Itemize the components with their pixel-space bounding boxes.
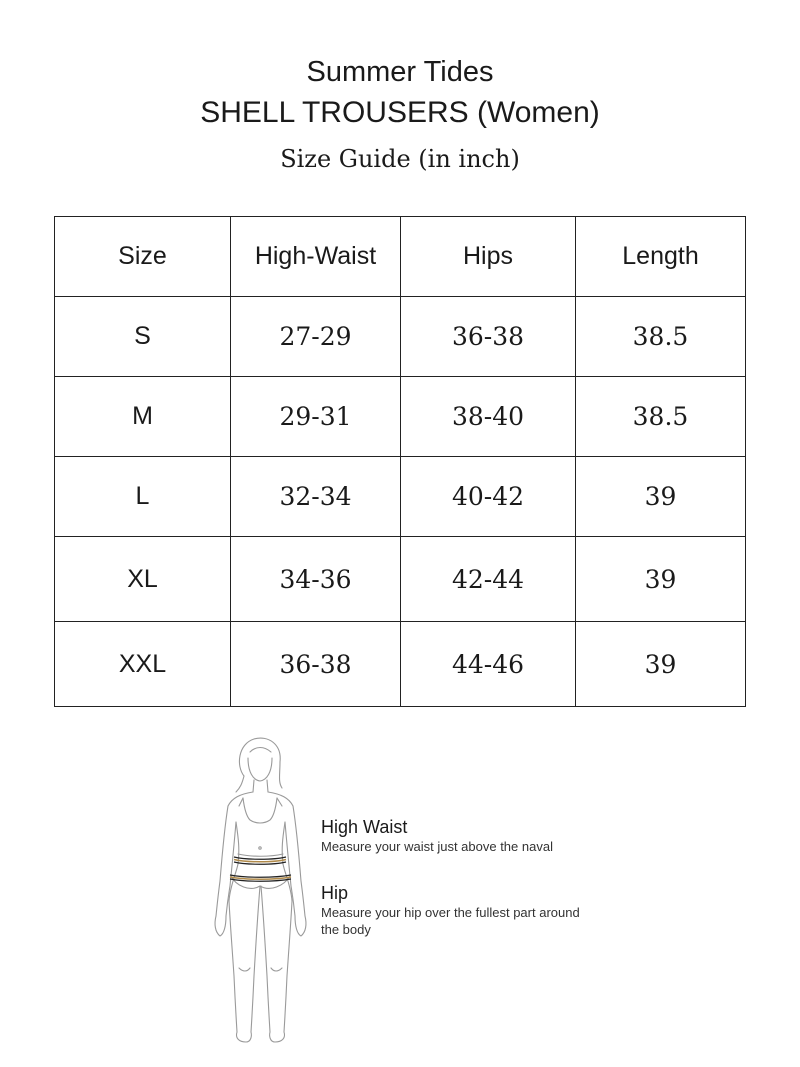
- length-cell: 39: [576, 537, 746, 622]
- high-waist-cell: 34-36: [231, 537, 401, 622]
- high-waist-cell: 27-29: [231, 297, 401, 377]
- table-row: [55, 377, 746, 457]
- length-cell: 38.5: [576, 297, 746, 377]
- hip-guide-title: Hip: [321, 883, 349, 903]
- hips-cell: 38-40: [401, 377, 576, 457]
- hips-cell: 44-46: [401, 622, 576, 707]
- column-header-length: Length: [576, 217, 746, 297]
- size-cell: XXL: [55, 622, 231, 707]
- table-row: [55, 622, 746, 707]
- body-measurement-figure-icon: [206, 736, 316, 1046]
- length-cell: 39: [576, 622, 746, 707]
- size-guide-subtitle: Size Guide (in inch): [280, 145, 520, 173]
- table-header-row: [55, 217, 746, 297]
- table-row: [55, 537, 746, 622]
- hip-guide-description: Measure your hip over the fullest part around the body: [321, 905, 580, 937]
- size-cell: XL: [55, 537, 231, 622]
- column-header-hips: Hips: [401, 217, 576, 297]
- high-waist-guide-title: High Waist: [321, 817, 408, 837]
- table-row: [55, 297, 746, 377]
- column-header-high-waist: High-Waist: [231, 217, 401, 297]
- high-waist-cell: 32-34: [231, 457, 401, 537]
- high-waist-cell: 36-38: [231, 622, 401, 707]
- table-row: [55, 457, 746, 537]
- hips-cell: 36-38: [401, 297, 576, 377]
- high-waist-cell: 29-31: [231, 377, 401, 457]
- product-title: SHELL TROUSERS (Women): [200, 96, 600, 129]
- high-waist-guide-description: Measure your waist just above the naval: [321, 839, 553, 854]
- length-cell: 38.5: [576, 377, 746, 457]
- column-header-size: Size: [55, 217, 231, 297]
- size-cell: L: [55, 457, 231, 537]
- size-chart-table: [54, 216, 746, 707]
- brand-title: Summer Tides: [306, 56, 494, 88]
- high-waist-guide: [321, 816, 601, 855]
- hips-cell: 42-44: [401, 537, 576, 622]
- hip-guide: [321, 882, 601, 938]
- length-cell: 39: [576, 457, 746, 537]
- size-cell: M: [55, 377, 231, 457]
- hips-cell: 40-42: [401, 457, 576, 537]
- size-cell: S: [55, 297, 231, 377]
